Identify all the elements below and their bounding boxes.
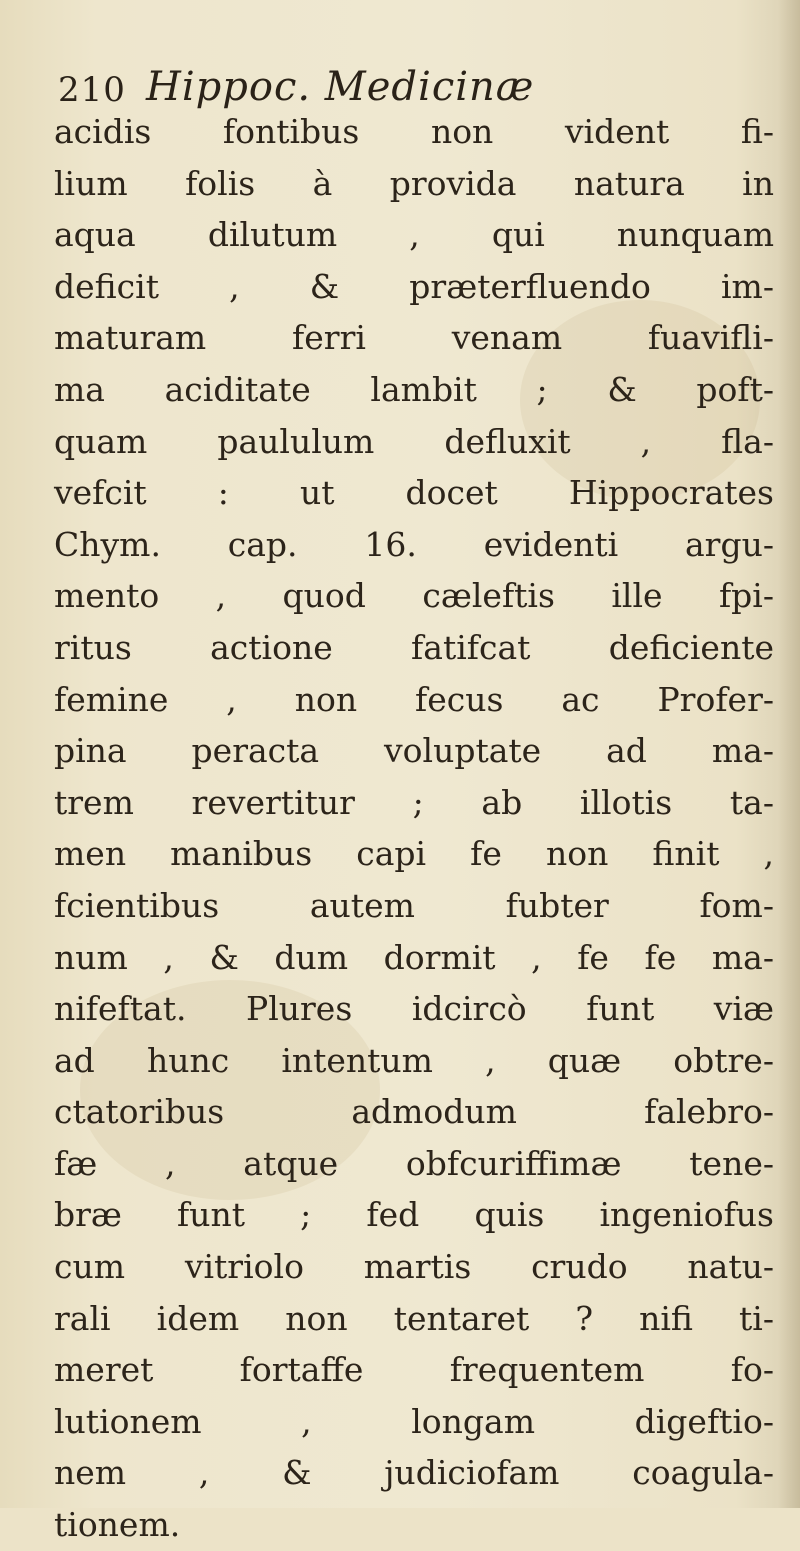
text-line: nifeftat. Plures idcircò funt viæ [54, 989, 774, 1029]
text-line: cum vitriolo martis crudo natu- [54, 1247, 774, 1287]
text-line: fcientibus autem fubter fom- [54, 885, 774, 925]
text-line: maturam ferri venam fuavifli- [54, 318, 774, 358]
text-line: quam paululum defluxit , fla- [54, 421, 774, 461]
text-line: lium folis à provida natura in [54, 163, 774, 203]
text-line: ma aciditate lambit ; & poft- [54, 369, 774, 409]
text-line: bræ funt ; fed quis ingeniofus [54, 1195, 774, 1235]
text-line: meret fortaffe frequentem fo- [54, 1350, 774, 1390]
text-line: pina peracta voluptate ad ma- [54, 731, 774, 771]
text-line: ritus actione fatifcat deficiente [54, 627, 774, 667]
text-line: ctatoribus admodum falebro- [54, 1092, 774, 1132]
page-number: 210 [58, 70, 126, 110]
text-line: Chym. cap. 16. evidenti argu- [54, 524, 774, 564]
body-text [54, 106, 774, 1551]
text-line: ad hunc intentum , quæ obtre- [54, 1040, 774, 1080]
page-edge-shadow [778, 0, 800, 1508]
text-line: mento , quod cæleftis ille fpi- [54, 576, 774, 616]
text-line: nem , & judiciofam coagula- [54, 1453, 774, 1493]
text-line: trem revertitur ; ab illotis ta- [54, 782, 774, 822]
text-line-last: tionem. [54, 1505, 181, 1545]
running-title: Hippoc. Medicinæ [146, 64, 535, 110]
text-line: deficit , & præterfluendo im- [54, 266, 774, 306]
text-line: acidis fontibus non vident fi- [54, 112, 774, 151]
text-line: aqua dilutum , qui nunquam [54, 215, 774, 255]
text-line: vefcit : ut docet Hippocrates [54, 473, 774, 513]
text-line: num , & dum dormit , fe fe ma- [54, 937, 774, 977]
text-line: femine , non fecus ac Profer- [54, 679, 774, 719]
text-line: lutionem , longam digeftio- [54, 1401, 774, 1441]
text-line: rali idem non tentaret ? nifi ti- [54, 1298, 774, 1338]
text-line: fæ , atque obfcuriffimæ tene- [54, 1143, 774, 1183]
text-line: men manibus capi fe non finit , [54, 834, 774, 874]
